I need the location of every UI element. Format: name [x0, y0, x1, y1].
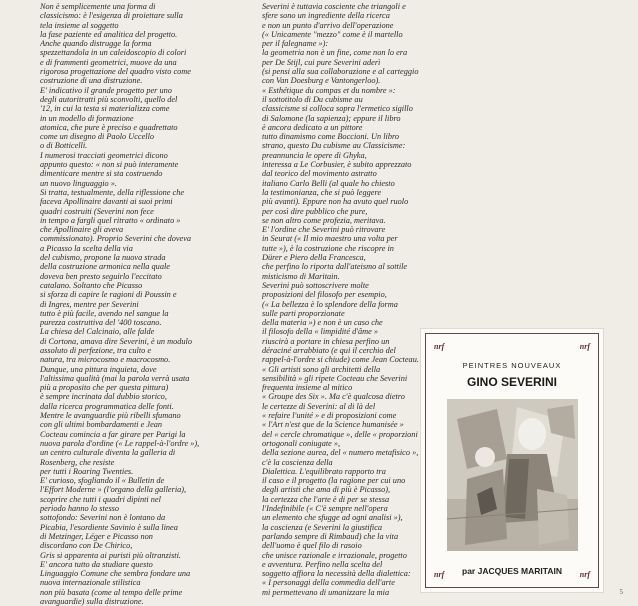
- text-line: tutto dinamismo come Boccioni. Un libro: [262, 132, 400, 142]
- text-line: spezzettandola in un caleidoscopio di colori: [40, 48, 187, 58]
- text-line: sulle parti proporzionate: [262, 308, 345, 318]
- text-line: Gris si apparenta ai puristi più oltranzisti.: [40, 550, 181, 560]
- text-line: interessa a Le Corbusier, è subito apprezzato: [262, 160, 412, 170]
- text-line: periodo hanno lo stesso: [40, 504, 120, 514]
- cover-artwork: [447, 399, 578, 551]
- text-line: per tutti i Roaring Twenties.: [40, 466, 134, 476]
- text-line: strano, questo Du cubisme au Classicisme:: [262, 141, 406, 151]
- text-line: Dürer e Piero della Francesca,: [262, 253, 366, 263]
- text-line: tela insieme al soggetto: [40, 20, 119, 30]
- text-line: frequenta insieme al mitico: [262, 383, 353, 393]
- text-line: purezza costruttiva del '400 toscano.: [40, 318, 162, 328]
- text-line: che perfino lo riporta dall'ateismo al sottile: [262, 262, 408, 272]
- text-line: costruzione di una distruzione.: [40, 76, 143, 86]
- text-line: (« Unicamente "mezzo" come è il martello: [262, 29, 403, 39]
- text-line: preannuncia le opere di Ghyka,: [262, 150, 367, 160]
- text-line: sfere sono un ingrediente della ricerca: [262, 11, 390, 21]
- text-line: un elemento che sfugge ad ogni analisi »),: [262, 513, 403, 523]
- text-line: c'è la coscienza della: [262, 457, 333, 467]
- text-line: è sempre incrinata dal dubbio storico,: [40, 392, 167, 402]
- text-line: proposizioni del filosofo per esempio,: [262, 290, 387, 300]
- text-line: e non un punto d'arrivo dell'operazione: [262, 20, 394, 30]
- text-line: con gli ultimi bombardamenti e Jean: [40, 420, 163, 430]
- text-line: scoprire che tutti i quadri dipinti nel: [40, 494, 161, 504]
- text-line: misticismo di Maritain.: [262, 271, 340, 281]
- text-line: (si pensi alla sua collaborazione e al carteggio: [262, 67, 419, 77]
- text-line: si sforza di capire le ragioni di Poussin e: [40, 290, 177, 300]
- text-line: a Picasso la scelta della via: [40, 243, 133, 253]
- nrf-logo-bottom-left: nrf: [434, 570, 445, 579]
- text-line: l'altissima qualità (mai la parola verrà usata: [40, 373, 190, 383]
- text-line: Non è semplicemente una forma di: [40, 2, 156, 11]
- text-line: Si tratta, testualmente, della riflessione che: [40, 187, 185, 197]
- text-line: tutte »), è la costruzione che riscopre in: [262, 243, 394, 253]
- text-line: E' indicativo il grande progetto per uno: [40, 85, 172, 95]
- text-line: nuova parola d'ordine (« Le rappel-à-l'ordre »),: [40, 438, 200, 448]
- nrf-logo-top-left: nrf: [434, 342, 445, 351]
- text-line: catalano. Soltanto che Picasso: [40, 280, 143, 290]
- text-line: assoluto di perfezione, tra culto e: [40, 345, 152, 355]
- text-line: e di frammenti geometrici, muove da una: [40, 57, 177, 67]
- text-line: come un disegno di Paolo Uccello: [40, 132, 155, 142]
- text-line: della sezione aurea, del « numero metafisico »,: [262, 448, 419, 458]
- text-line: doveva ben presto seguirlo l'eccitato: [40, 271, 162, 281]
- text-line: « l'Art n'est que de la Science humanisée »: [262, 420, 404, 430]
- text-line: degli artisti che ama di più è Picasso),: [262, 485, 391, 495]
- text-line: (« La bellezza è lo splendore della forma: [262, 299, 398, 309]
- text-line: dalla ricerca programmatica delle fonti.: [40, 401, 174, 411]
- text-line: Mentre le avanguardie più ribelli sfumano: [40, 411, 181, 421]
- text-line: di Cortona, amava dire Severini, è un modulo: [40, 336, 193, 346]
- text-line: l'Indefinibile (« C'è sempre nell'opera: [262, 504, 388, 514]
- text-line: Picabia, l'esordiente Savinio è sulla linea: [40, 522, 178, 532]
- text-line: per il falegname »):: [262, 39, 329, 49]
- text-line: classicismo: è l'esigenza di proiettare sulla: [40, 11, 183, 21]
- text-line: in un modello di formazione: [40, 113, 134, 123]
- artist-name: GINO SEVERINI: [466, 375, 558, 389]
- text-line: « Groupe des Six ». Ma c'è qualcosa dietro: [262, 392, 405, 402]
- text-line: di Metzinger, Léger e Picasso non: [40, 531, 153, 541]
- nrf-logo-bottom-right: nrf: [579, 570, 590, 579]
- text-line: Anche quando distrugge la forma: [40, 39, 152, 49]
- text-line: la fase paziente ed analitica del progetto.: [40, 29, 178, 39]
- text-line: rappel-à-l'ordre si chiude) come Jean Cocteau.: [262, 355, 419, 365]
- text-line: di Salomone (la sapienza); eppure il libro: [262, 113, 401, 123]
- text-line: dal teorico del movimento astratto: [262, 169, 377, 179]
- text-line: Severini può sottoscrivere molte: [262, 280, 369, 290]
- text-line: avanguardie) sulla distruzione.: [40, 597, 144, 606]
- text-line: discordano con De Chirico,: [40, 541, 133, 551]
- harlequin-painting-image: [447, 399, 578, 551]
- text-line: l'Effort Moderne » (l'organo della galleria),: [40, 485, 187, 495]
- text-line: Linguaggio Comune che sembra fondare una: [40, 569, 191, 579]
- text-line: faceva Apollinaire davanti ai suoi primi: [40, 197, 173, 207]
- text-line: più a proposito che per questa pittura): [40, 383, 169, 393]
- text-line: E' ancora tutto da studiare questo: [40, 559, 153, 569]
- nrf-logo-top-right: nrf: [579, 342, 590, 351]
- text-line: atomica, che pure è preciso e quadrettato: [40, 122, 178, 132]
- text-line: tutto è più facile, avendo nel sangue la: [40, 308, 169, 318]
- text-line: natura, tra microcosmo e macrocosmo.: [40, 355, 171, 365]
- text-line: « refaire l'unité » e di proposizioni come: [262, 411, 397, 421]
- text-line: dimenticare mentre si sta costruendo: [40, 169, 163, 179]
- text-line: parlando sempre di Rimbaud) che la vita: [262, 531, 399, 541]
- text-line: la certezza che l'arte è di per se stessa: [262, 494, 390, 504]
- text-line: déraciné arrabbiato (e qui il cerchio del: [262, 345, 396, 355]
- text-line: è ancora dedicato a un pittore: [262, 122, 363, 132]
- text-line: sottofondo: Severini non è lontano da: [40, 513, 166, 523]
- text-line: sensibilità » gli ripete Cocteau che Severini: [262, 373, 408, 383]
- text-line: classicisme si colloca sopra l'ermetico sigillo: [262, 104, 413, 114]
- text-line: del « cercle chromatique », delle « proporzioni: [262, 429, 418, 439]
- text-line: che unisce razionale e irrazionale, progetto: [262, 550, 407, 560]
- text-line: le certezze di Severini: al di là del: [262, 401, 376, 411]
- text-line: La chiesa del Calcinaio, alle falde: [40, 327, 155, 337]
- book-cover-plate: [421, 329, 603, 592]
- text-line: il caso e il progetto (la ragione per cui uno: [262, 476, 406, 486]
- text-line: italiano Carlo Belli (al quale ho chiesto: [262, 178, 395, 188]
- text-line: del cubismo, propone la nuova strada: [40, 253, 166, 263]
- text-line: E' l'ordine che Severini può ritrovare: [262, 225, 386, 235]
- text-line: Rosenberg, che resiste: [40, 457, 115, 467]
- text-line: in Seurat (« Il mio maestro una volta per: [262, 234, 398, 244]
- text-line: mi permettevano di umanizzare la mia: [262, 587, 390, 597]
- series-title: PEINTRES NOUVEAUX: [462, 361, 562, 370]
- text-column-right: [262, 2, 426, 597]
- page-number: 5: [619, 588, 623, 596]
- text-line: la testimonianza, che si può leggere: [262, 187, 382, 197]
- text-line: « I personaggi della commedia dell'arte: [262, 578, 395, 588]
- text-line: Severini è tuttavia cosciente che triangoli e: [262, 2, 406, 11]
- text-line: E' curioso, sfogliando il « Bulletin de: [40, 476, 165, 486]
- text-line: Dialettica. L'equilibrato rapporto tra: [262, 466, 386, 476]
- text-line: « Gli artisti sono gli architetti della: [262, 364, 381, 374]
- text-line: un nuovo linguaggio ».: [40, 178, 117, 188]
- text-line: dell'uomo è quel filo di rasoio: [262, 541, 362, 551]
- text-line: '12, in cui la testa si materializza come: [40, 104, 170, 114]
- text-line: nuova internazionale stilistica: [40, 578, 141, 588]
- text-line: I numerosi tracciati geometrici dicono: [40, 150, 168, 160]
- book-cover-frame: [425, 333, 599, 588]
- text-line: o di Botticelli.: [40, 141, 88, 151]
- text-line: rigorosa progettazione del quadro visto come: [40, 67, 191, 77]
- text-line: Dunque, una pittura inquieta, dove: [40, 364, 157, 374]
- text-line: ortogonali coniugate »,: [262, 438, 341, 448]
- text-line: non più basata (come al tempo delle prime: [40, 587, 183, 597]
- text-line: il filosofo della « limpidité d'âme »: [262, 327, 379, 337]
- text-line: per De Stijl, cui pure Severini aderì: [262, 57, 381, 67]
- text-line: un centro culturale diventa la galleria di: [40, 448, 176, 458]
- text-line: la geometria non è un fine, come non lo era: [262, 48, 408, 58]
- text-line: degli autoritratti più sconvolti, quello del: [40, 94, 178, 104]
- text-line: della materia ») e non è un caso che: [262, 318, 383, 328]
- author-name: par JACQUES MARITAIN: [462, 566, 562, 576]
- text-line: commissionato). Proprio Severini che doveva: [40, 234, 192, 244]
- text-line: Cocteau comincia a far girare per Parigi la: [40, 429, 186, 439]
- text-line: di Ingres, mentre per Severini: [40, 299, 139, 309]
- text-line: soggetto affiora la necessità della dialettica:: [262, 569, 411, 579]
- text-line: appunto questo: « non si può interamente: [40, 160, 179, 170]
- text-line: riuscirà a portare in chiesa perfino un: [262, 336, 390, 346]
- text-line: se non altro come profezia, meritava.: [262, 215, 386, 225]
- text-line: quadri costruiti (Severini non fece: [40, 206, 154, 216]
- text-line: che Apollinaire gli aveva: [40, 225, 124, 235]
- text-line: « Esthétique du compas et du nombre »:: [262, 85, 396, 95]
- text-line: in tempo a fargli quel ritratto « ordinato »: [40, 215, 181, 225]
- text-line: con Van Doesburg e Vantongerloo).: [262, 76, 381, 86]
- text-line: più avanti). Eppure non ha avuto quel ruolo: [262, 197, 409, 207]
- text-line: il sottotitolo di Du cubisme au: [262, 94, 363, 104]
- text-column-left: [40, 2, 248, 606]
- text-line: e avventura. Perfino nella scelta del: [262, 559, 383, 569]
- text-line: della costruzione armonica nella quale: [40, 262, 170, 272]
- text-line: per così dire pubblico che pure,: [262, 206, 368, 216]
- text-line: la coscienza (e Severini la giustifica: [262, 522, 383, 532]
